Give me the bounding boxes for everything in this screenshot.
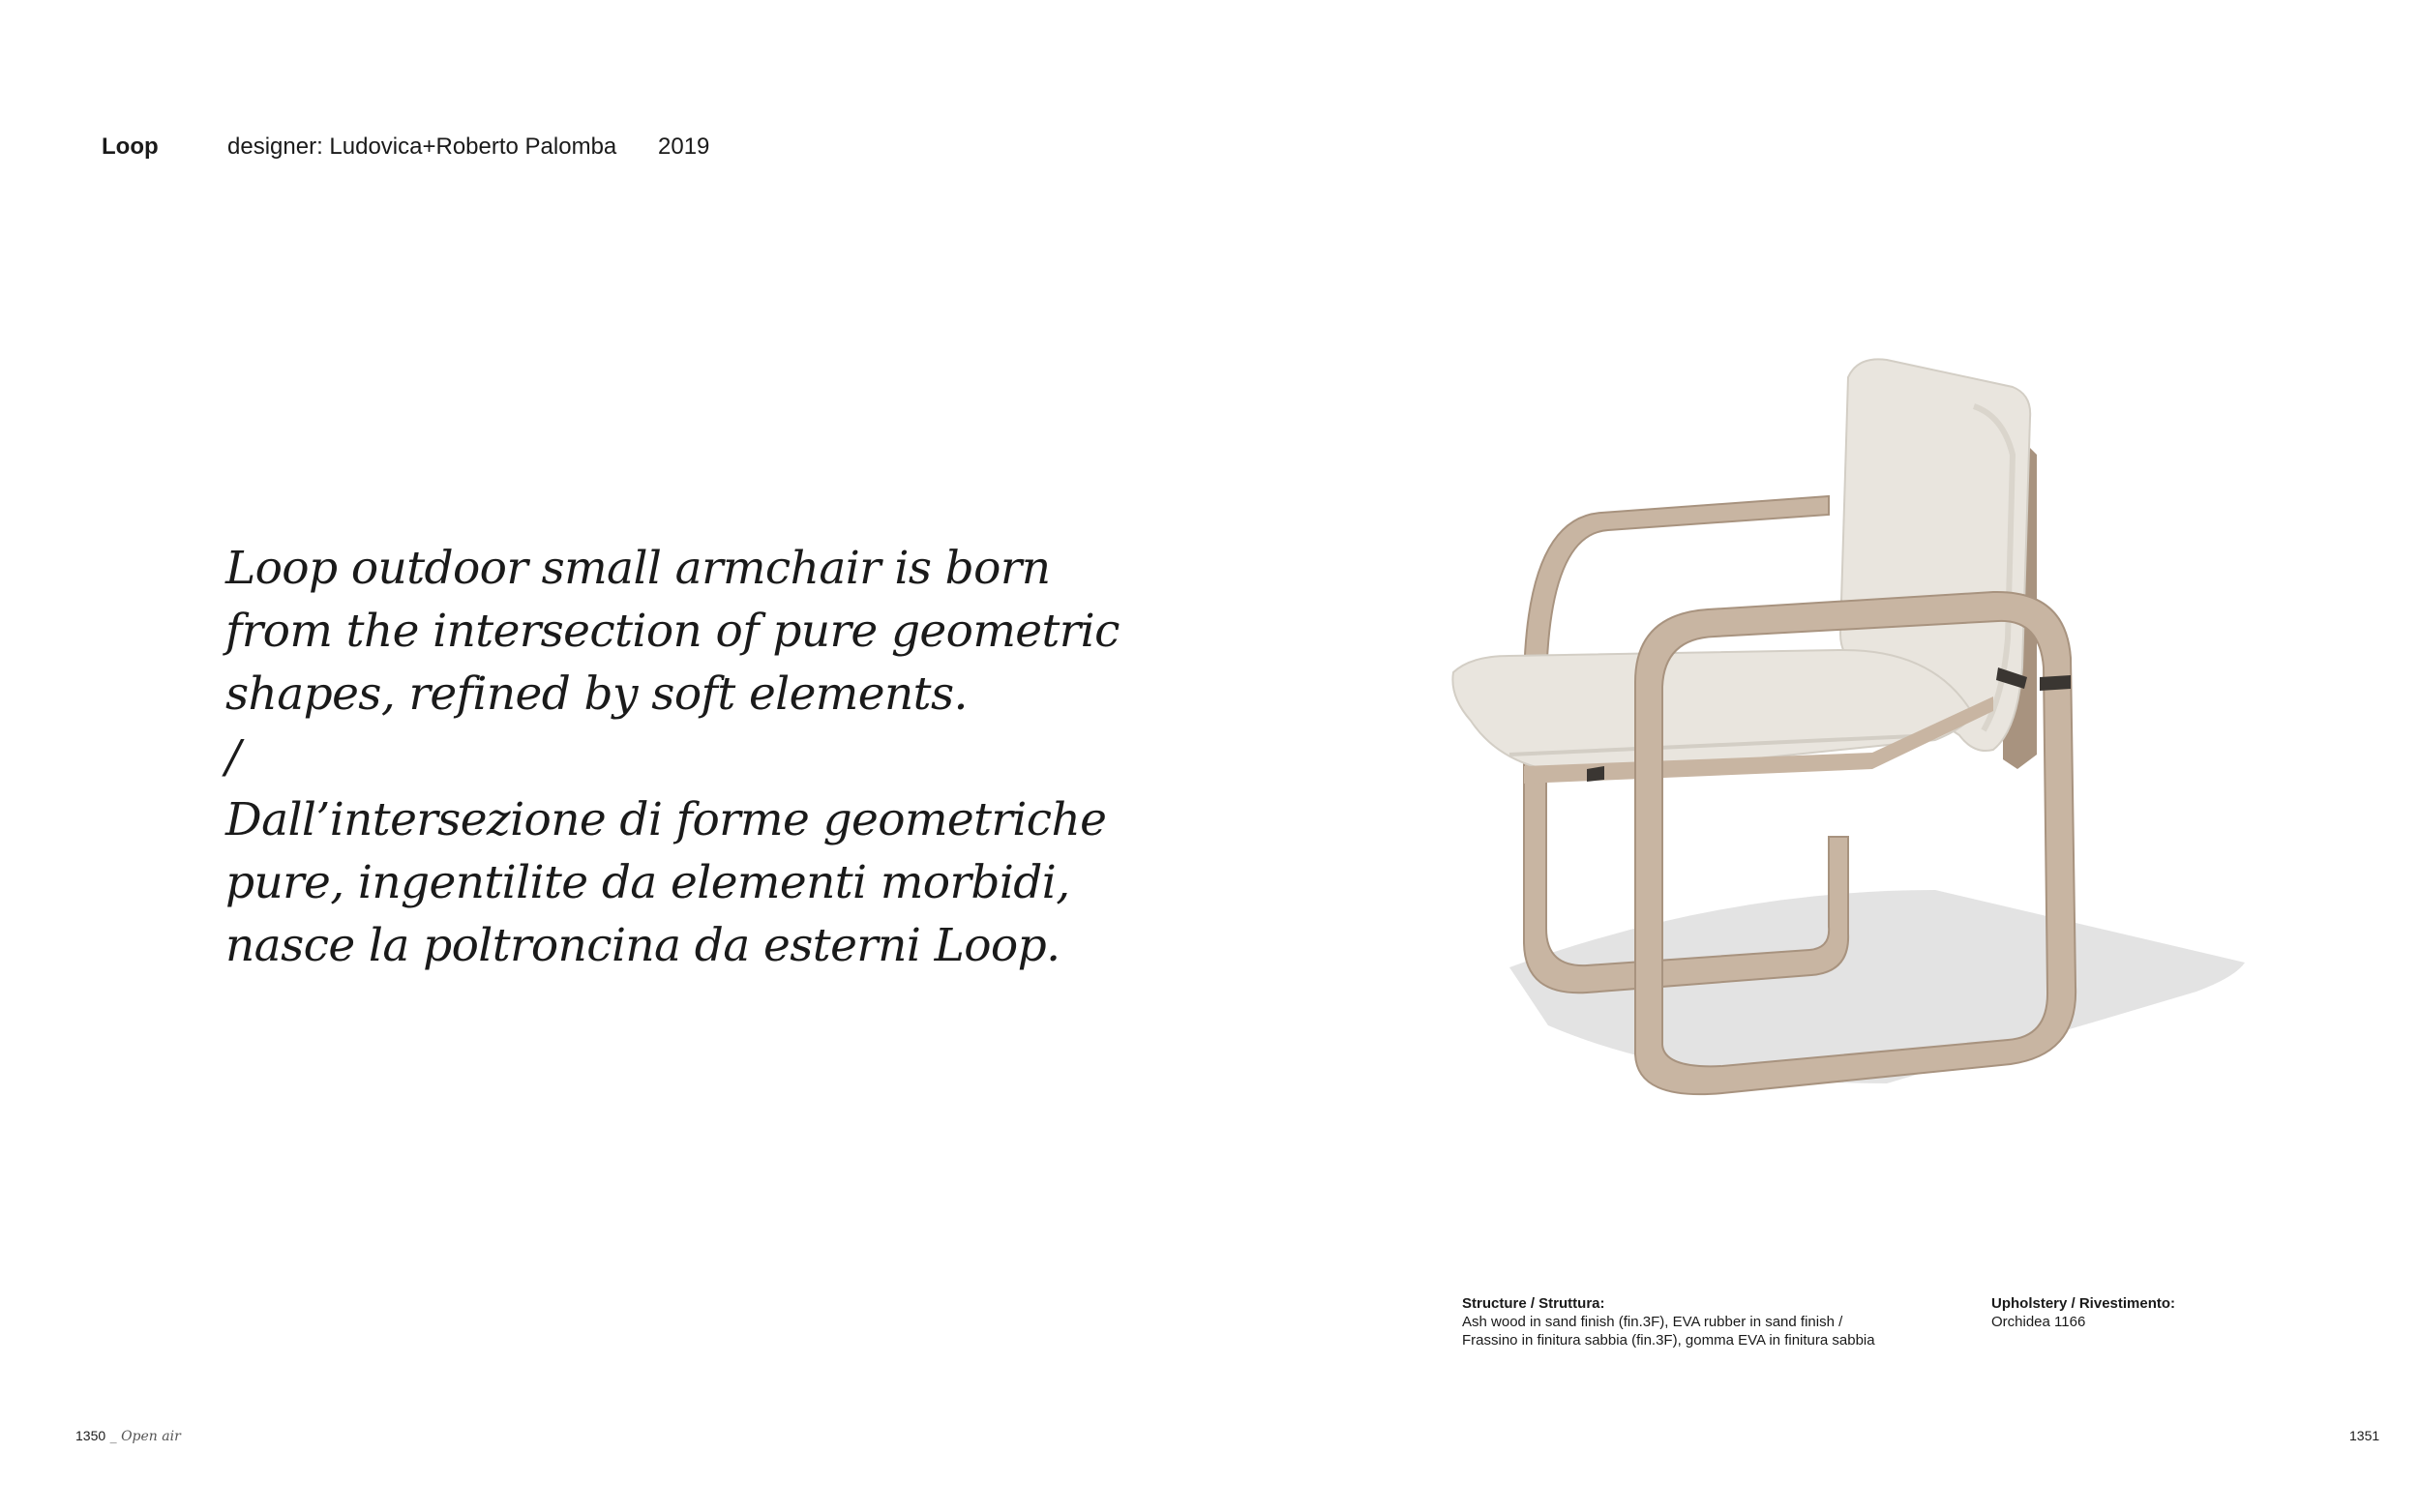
- spec-upholstery-line: Orchidea 1166: [1991, 1314, 2086, 1330]
- page-number-left: 1350: [75, 1428, 106, 1443]
- description-line: from the intersection of pure geometric: [225, 605, 1120, 658]
- footer-separator: _: [105, 1429, 122, 1444]
- product-year: 2019: [658, 133, 710, 160]
- spec-upholstery: [1991, 1294, 2282, 1331]
- spec-upholstery-title: Upholstery / Rivestimento:: [1991, 1295, 2176, 1312]
- product-name: Loop: [102, 133, 159, 160]
- description-line: Loop outdoor small armchair is born: [225, 542, 1051, 595]
- description-line: nasce la poltroncina da esterni Loop.: [225, 919, 1060, 972]
- page-header: [102, 133, 972, 168]
- product-description: [225, 537, 1120, 977]
- spec-structure-title: Structure / Struttura:: [1462, 1295, 1605, 1312]
- spec-structure-line: Ash wood in sand finish (fin.3F), EVA rubber in sand finish /: [1462, 1314, 1843, 1330]
- designer-credit: designer: Ludovica+Roberto Palomba: [227, 133, 617, 160]
- spec-structure: [1462, 1294, 1946, 1349]
- section-name: Open air: [121, 1429, 181, 1444]
- description-line: pure, ingentilite da elementi morbidi,: [225, 856, 1070, 909]
- chair-strap: [2040, 675, 2071, 691]
- armchair-illustration: [1432, 348, 2264, 1151]
- footer-left: [75, 1428, 181, 1444]
- footer-right: [2349, 1428, 2379, 1443]
- armchair-photo: [1432, 348, 2264, 1151]
- spec-structure-line: Frassino in finitura sabbia (fin.3F), gomma EVA in finitura sabbia: [1462, 1332, 1875, 1349]
- description-separator: /: [225, 730, 241, 784]
- description-line: Dall’intersezione di forme geometriche: [225, 793, 1107, 846]
- description-line: shapes, refined by soft elements.: [225, 667, 968, 721]
- page-number-right: 1351: [2349, 1428, 2380, 1443]
